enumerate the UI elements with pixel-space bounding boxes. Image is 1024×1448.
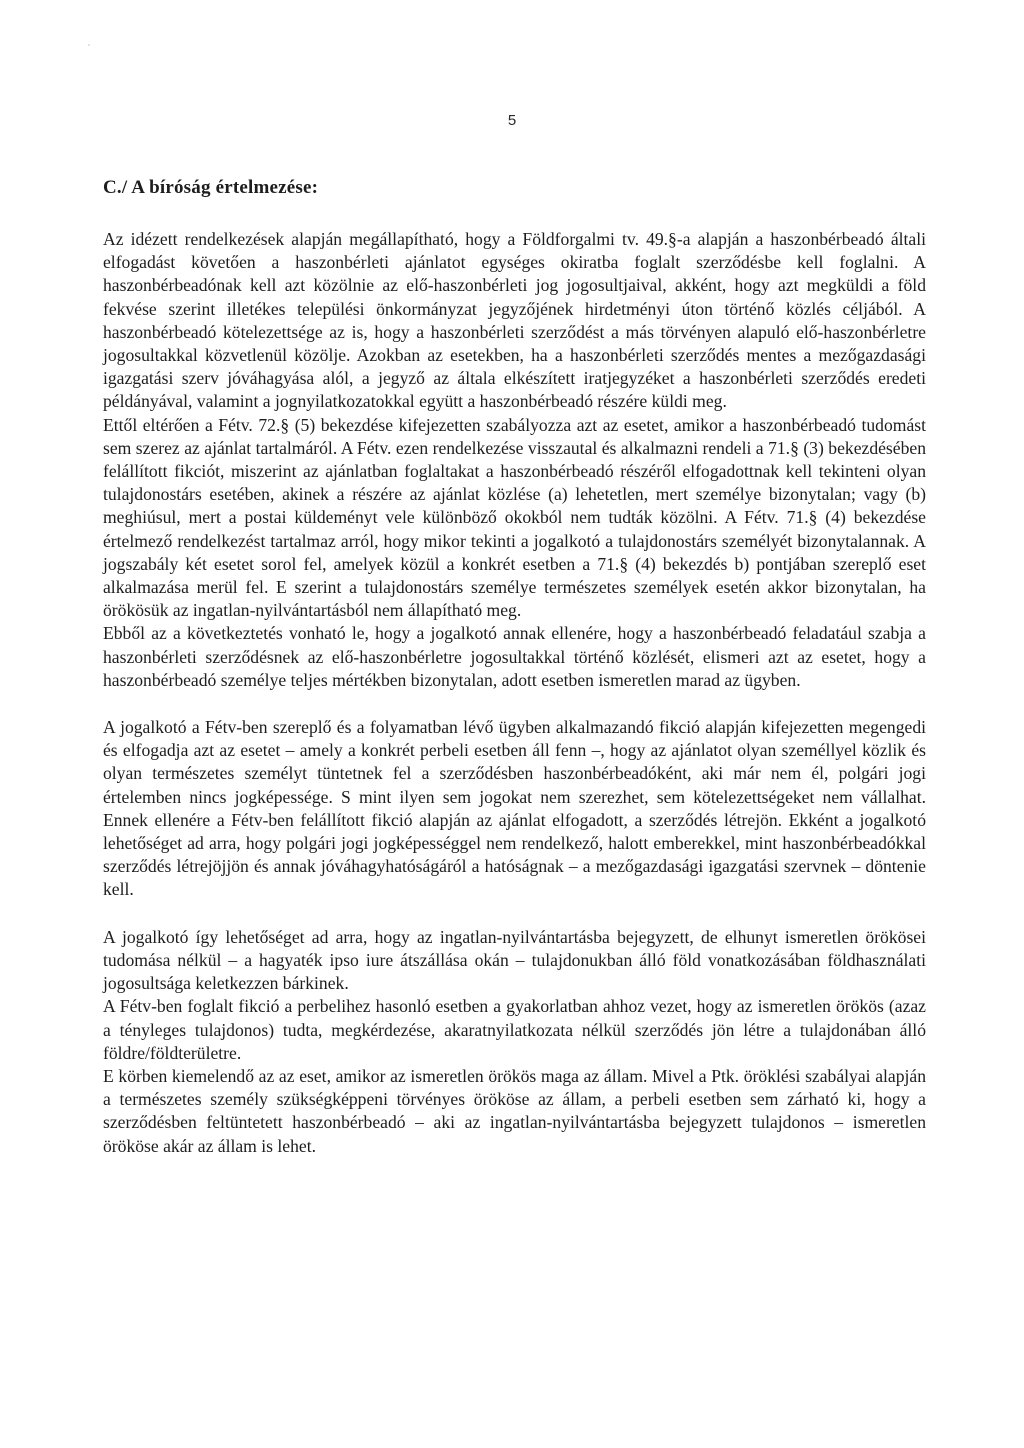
paragraph: A Fétv-ben foglalt fikció a perbelihez hasonló esetben a gyakorlatban ahhoz vezet, hogy az ismeretlen örökös (azaz a tényleges tulajdonos) tudta, megkérdezése, akaratnyilatkozata nélkül szerződés jön létre a tulajdonában álló földre/földterületre. [103,996,926,1063]
section-heading: C./ A bíróság értelmezése: [103,177,319,198]
paragraph: Az idézett rendelkezések alapján megállapítható, hogy a Földforgalmi tv. 49.§-a alapján a haszonbérbeadó általi elfogadást követően a haszonbérleti ajánlatot egységes okiratba foglalt szerződésbe kell foglalni. A haszonbérbeadónak kell azt közölnie az elő-haszonbérleti jog jogosultjaival, akként, hogy azt megküldi a föld fekvése szerint illetékes települési önkormányzat jegyzőjének hirdetményi úton történő közlés céljából. A haszonbérbeadó kötelezettsége az is, hogy a haszonbérleti szerződést a más törvényen alapuló elő-haszonbérletre jogosultakkal közvetlenül közölje. Azokban az esetekben, ha a haszonbérleti szerződés mentes a mezőgazdasági igazgatási szerv jóváhagyása alól, a jegyző az általa elkészített iratjegyzéket a haszonbérleti szerződés eredeti példányával, valamint a jognyilatkozatokkal együtt a haszonbérbeadó részére küldi meg. [103,229,926,412]
paragraph: A jogalkotó így lehetőséget ad arra, hogy az ingatlan-nyilvántartásba bejegyzett, de elhunyt ismeretlen örökösei tudomása nélkül – a hagyaték ipso iure átszállása okán – tulajdonukban álló föld vonatkozásában földhasználati jogosultsága keletkezzen bárkinek. [103,926,926,994]
page-number: 5 [507,112,517,129]
paragraph: A jogalkotó a Fétv-ben szereplő és a folyamatban lévő ügyben alkalmazandó fikció alapján kifejezetten megengedi és elfogadja azt az esetet – amely a konkrét perbeli esetben áll fenn –, hogy az ajánlatot olyan személlyel közlik és olyan természetes személyt tüntetnek fel a szerződésben haszonbérbeadóként, aki már nem él, polgári jogi értelemben nincs jogképessége. S mint ilyen sem jogokat nem szerezhet, sem kötelezettségeket nem vállalhat. Ennek ellenére a Fétv-ben felállított fikció alapján az ajánlat elfogadott, a szerződés létrejön. Ekként a jogalkotó lehetőséget ad arra, hogy polgári jogi jogképességgel nem rendelkező, halott emberekkel, mint haszonbérbeadókkal szerződés létrejöjjön és annak jóváhagyhatóságáról a hatóságnak – a mezőgazdasági igazgatási szervnek – döntenie kell. [103,717,926,900]
document-body [103,177,926,1158]
paragraph: Ettől eltérően a Fétv. 72.§ (5) bekezdése kifejezetten szabályozza azt az esetet, amikor a haszonbérbeadó tudomást sem szerez az ajánlat tartalmáról. A Fétv. ezen rendelkezése visszautal és alkalmazni rendeli a 71.§ (3) bekezdésében felállított fikciót, miszerint az ajánlatban foglaltakat a haszonbérbeadó részéről elfogadottnak kell tekinteni olyan tulajdonostárs esetében, akinek a részére az ajánlat közlése (a) lehetetlen, mert személye bizonytalan; vagy (b) meghiúsul, mert a postai küldeményt vele különböző okokból nem tudták közölni. A Fétv. 71.§ (4) bekezdése értelmező rendelkezést tartalmaz arról, hogy mikor tekinti a jogalkotó a tulajdonostárs személyét bizonytalannak. A jogszabály két esetet sorol fel, amelyek közül a konkrét esetben a 71.§ (4) bekezdés b) pontjában szereplő eset alkalmazása merül fel. E szerint a tulajdonostárs személye természetes személyek esetén akkor bizonytalan, ha örökösük az ingatlan-nyilvántartásból nem állapítható meg. [103,414,926,621]
paragraph: E körben kiemelendő az az eset, amikor az ismeretlen örökös maga az állam. Mivel a Ptk. öröklési szabályai alapján a természetes személy szükségképpeni törvényes örököse az állam, a perbeli esetben sem zárható ki, hogy a szerződésben feltüntetett haszonbérbeadó – aki az ingatlan-nyilvántartásba bejegyzett tulajdonos – ismeretlen örököse akár az állam is lehet. [103,1065,926,1156]
scan-speck [88,44,90,46]
paragraph: Ebből az a következtetés vonható le, hogy a jogalkotó annak ellenére, hogy a haszonbérbeadó feladatául szabja a haszonbérleti szerződésnek az elő-haszonbérletre jogosultakkal történő közlését, elismeri azt az esetet, hogy a haszonbérbeadó személye teljes mértékben bizonytalan, adott esetben ismeretlen marad az ügyben. [103,623,926,690]
